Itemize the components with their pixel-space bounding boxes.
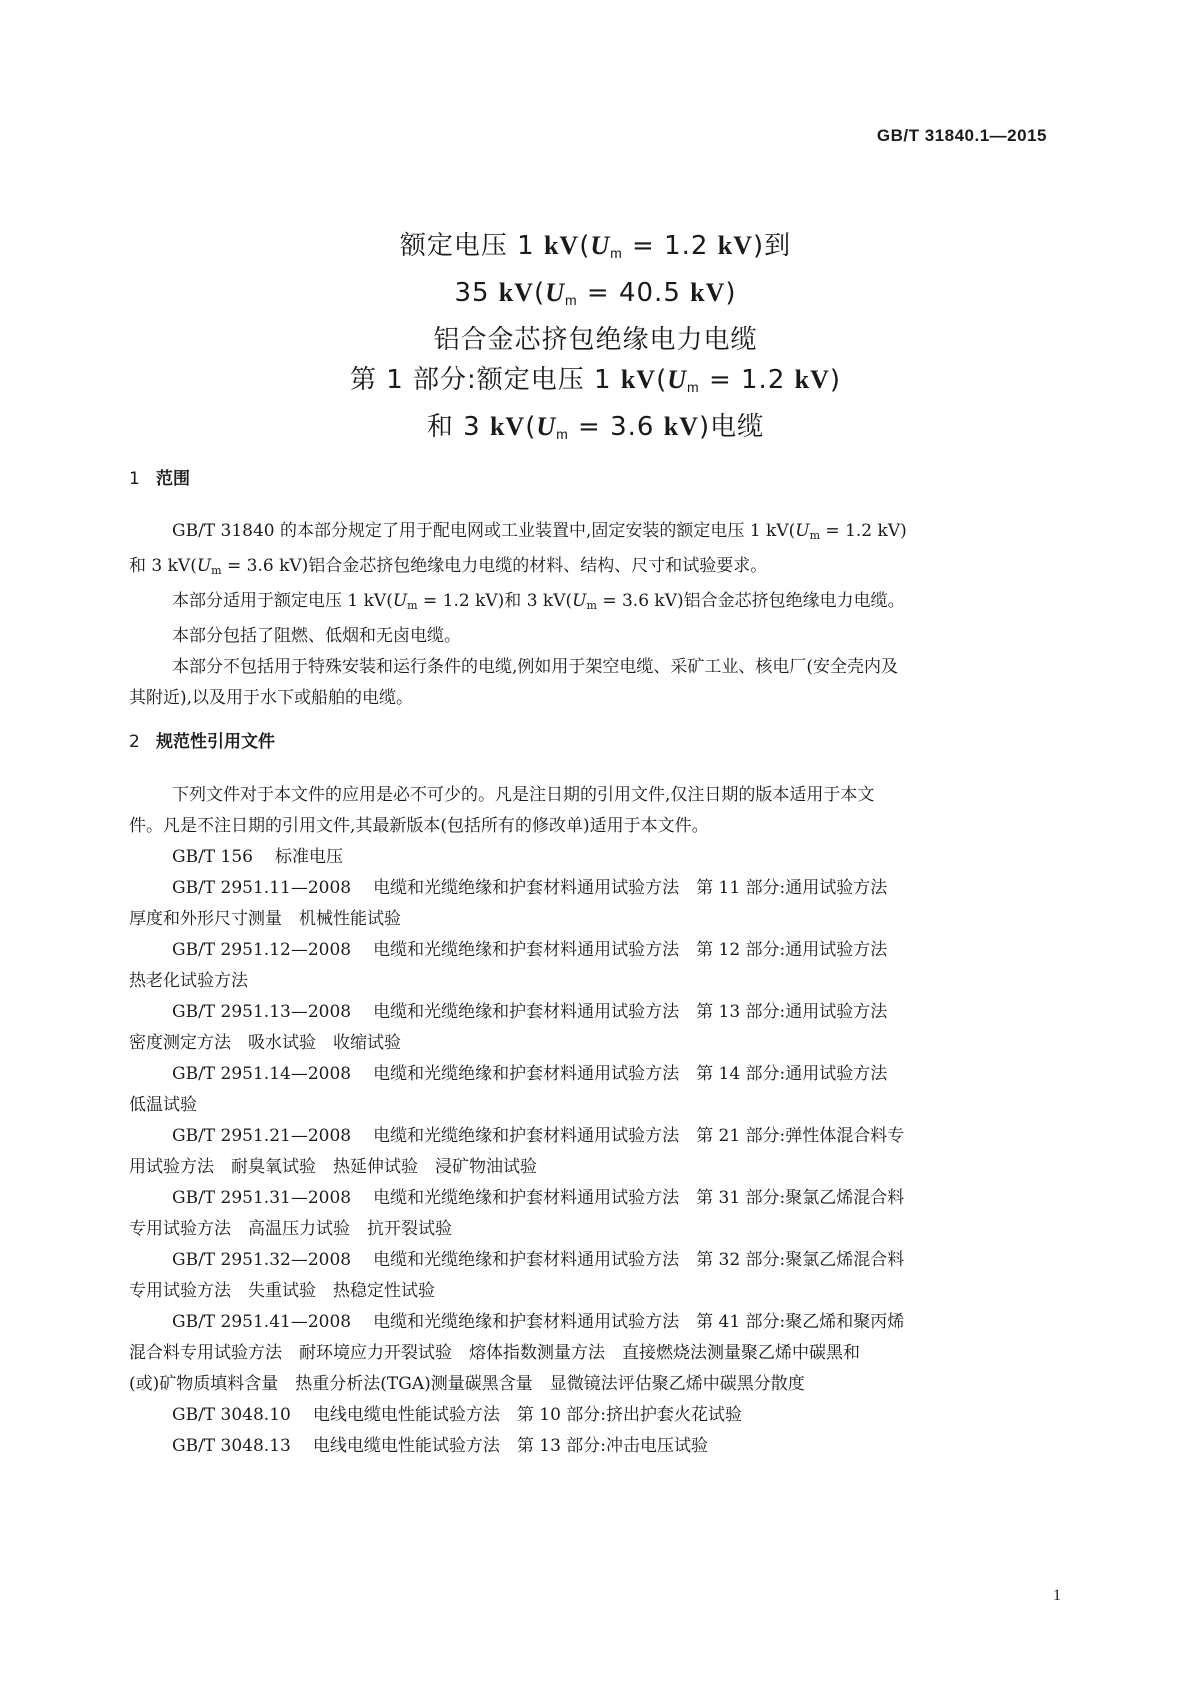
reference-item: GB/T 3048.10 电线电缆电性能试验方法 第 10 部分:挤出护套火花试验 [172, 1405, 743, 1425]
title-line-4: 第 1 部分:额定电压 1 $kV(U_m = 1.2$ kV) [349, 365, 842, 395]
title-line-3: 铝合金芯挤包绝缘电力电缆 [433, 325, 758, 355]
reference-item-continuation: 密度测定方法 吸水试验 收缩试验 [129, 1033, 401, 1053]
reference-item: GB/T 2951.32—2008 电缆和光缆绝缘和护套材料通用试验方法 第 32 部分:聚氯乙烯混合料 [172, 1250, 905, 1270]
scope-paragraph-4-line-2: 其附近),以及用于水下或船舶的电缆。 [129, 688, 414, 708]
reference-item: GB/T 2951.41—2008 电缆和光缆绝缘和护套材料通用试验方法 第 41 部分:聚乙烯和聚丙烯 [172, 1312, 905, 1332]
reference-item: GB/T 2951.14—2008 电缆和光缆绝缘和护套材料通用试验方法 第 14 部分:通用试验方法 [172, 1064, 888, 1084]
document-title [0, 226, 1191, 454]
reference-item-continuation: 专用试验方法 失重试验 热稳定性试验 [129, 1281, 435, 1301]
reference-item: GB/T 2951.11—2008 电缆和光缆绝缘和护套材料通用试验方法 第 11 部分:通用试验方法 [172, 878, 888, 898]
scope-paragraph-4-line-1: 本部分不包括用于特殊安装和运行条件的电缆,例如用于架空电缆、采矿工业、核电厂(安全壳内及 [172, 657, 899, 677]
page-number: 1 [1053, 1587, 1061, 1604]
reference-item-continuation: 用试验方法 耐臭氧试验 热延伸试验 浸矿物油试验 [129, 1157, 537, 1177]
section-1-heading: 1 范围 [129, 469, 190, 489]
reference-item-continuation: (或)矿物质填料含量 热重分析法(TGA)测量碳黑含量 显微镜法评估聚乙烯中碳黑分散度 [129, 1374, 805, 1394]
reference-item: GB/T 2951.13—2008 电缆和光缆绝缘和护套材料通用试验方法 第 13 部分:通用试验方法 [172, 1002, 888, 1022]
title-line-5: 和 3 $kV(U_m = 3.6$ kV)电缆 [426, 412, 765, 442]
section-2-heading: 2 规范性引用文件 [129, 732, 275, 752]
title-line-2: 35 $kV(U_m = 40.5$ kV) [454, 278, 737, 308]
standard-code: GB/T 31840.1—2015 [876, 126, 1047, 145]
scope-paragraph-3: 本部分包括了阻燃、低烟和无卤电缆。 [172, 626, 461, 646]
reference-item: GB/T 156 标准电压 [172, 847, 343, 867]
section-1-body [129, 516, 1053, 714]
reference-item: GB/T 2951.31—2008 电缆和光缆绝缘和护套材料通用试验方法 第 31 部分:聚氯乙烯混合料 [172, 1188, 905, 1208]
reference-item: GB/T 2951.12—2008 电缆和光缆绝缘和护套材料通用试验方法 第 12 部分:通用试验方法 [172, 940, 888, 960]
reference-item-continuation: 专用试验方法 高温压力试验 抗开裂试验 [129, 1219, 452, 1239]
section-2-body [129, 780, 1053, 1462]
scope-paragraph-2: 本部分适用于额定电压 1 $kV(U_m = 1.2$ kV)和 3 $kV(U_m = 3.6$ kV)铝合金芯挤包绝缘电力电缆。 [172, 591, 905, 612]
title-line-1: 额定电压 1 $kV(U_m = 1.2$ kV)到 [399, 231, 792, 261]
reference-item-continuation: 混合料专用试验方法 耐环境应力开裂试验 熔体指数测量方法 直接燃烧法测量聚乙烯中碳黑和 [129, 1343, 860, 1363]
references-intro-line-2: 件。凡是不注日期的引用文件,其最新版本(包括所有的修改单)适用于本文件。 [129, 816, 709, 836]
reference-item-continuation: 热老化试验方法 [129, 971, 248, 991]
scope-paragraph-1-line-2: 和 3 $kV(U_m = 3.6$ kV)铝合金芯挤包绝缘电力电缆的材料、结构、尺寸和试验要求。 [129, 556, 768, 577]
reference-item: GB/T 2951.21—2008 电缆和光缆绝缘和护套材料通用试验方法 第 21 部分:弹性体混合料专 [172, 1126, 905, 1146]
reference-item-continuation: 厚度和外形尺寸测量 机械性能试验 [129, 909, 401, 929]
reference-item: GB/T 3048.13 电线电缆电性能试验方法 第 13 部分:冲击电压试验 [172, 1436, 709, 1456]
references-intro-line-1: 下列文件对于本文件的应用是必不可少的。凡是注日期的引用文件,仅注日期的版本适用于本文 [172, 785, 875, 805]
scope-paragraph-1-line-1: GB/T 31840 的本部分规定了用于配电网或工业装置中,固定安装的额定电压 1 $kV(U_m = 1.2$ kV) [172, 521, 907, 542]
reference-item-continuation: 低温试验 [129, 1095, 197, 1115]
